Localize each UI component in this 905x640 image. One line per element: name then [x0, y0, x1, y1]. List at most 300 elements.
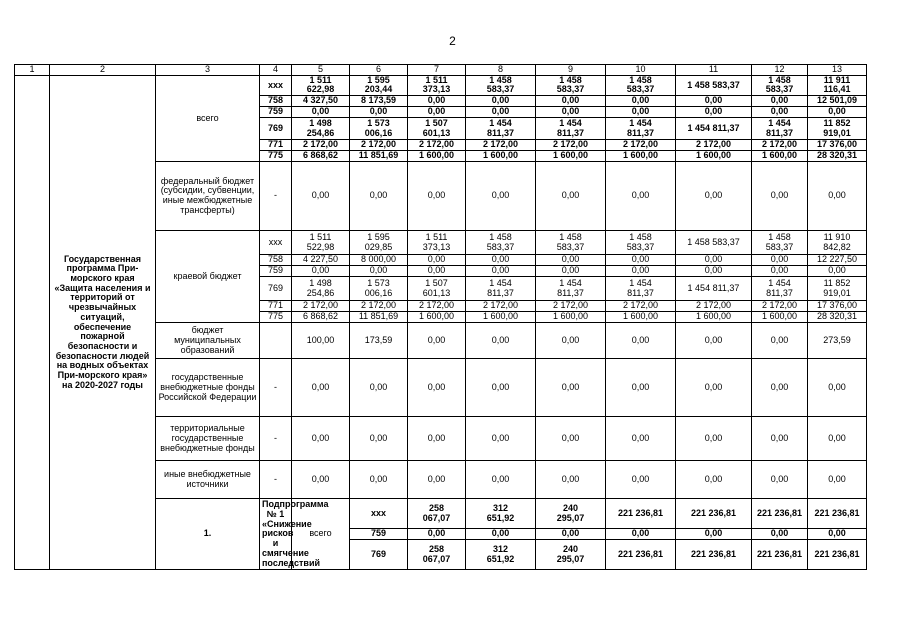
value-text: 273,59	[823, 334, 851, 345]
value-text: 0,00	[770, 190, 789, 201]
value-text: 0,00	[491, 381, 510, 392]
value-text: 4 227,50	[302, 254, 339, 265]
value-text: 2 172,00	[418, 300, 455, 311]
value-cell	[350, 140, 408, 151]
value-text: 0,00	[427, 254, 446, 265]
value-cell	[408, 277, 466, 301]
value-text: 0,00	[704, 528, 723, 539]
value-cell	[606, 151, 676, 162]
value-cell	[466, 162, 536, 231]
value-text: 221 236,81	[617, 507, 664, 518]
value-text: 0,00	[561, 528, 580, 539]
value-cell	[466, 277, 536, 301]
value-cell	[606, 417, 676, 461]
value-cell	[808, 417, 867, 461]
value-text: 2 172,00	[418, 139, 455, 150]
value-text: 8 173,59	[360, 95, 397, 106]
column-header: 5	[292, 65, 350, 76]
value-text: 2 172,00	[552, 139, 589, 150]
value-cell	[752, 301, 808, 312]
value-cell	[292, 162, 350, 231]
value-text: 1 458 583,37	[765, 231, 794, 252]
value-text: 1 454 811,37	[687, 122, 740, 133]
column-header: 9	[536, 65, 606, 76]
value-text: 0,00	[561, 432, 580, 443]
value-cell	[752, 499, 808, 529]
column-header: 12	[752, 65, 808, 76]
source-label-total: всего	[156, 75, 260, 161]
value-cell	[808, 301, 867, 312]
value-text: 1 573 006,16	[364, 277, 393, 298]
value-text: 0,00	[631, 95, 650, 106]
value-text: 6 868,62	[302, 311, 339, 322]
value-cell	[408, 323, 466, 359]
value-cell	[606, 118, 676, 140]
value-text: 0,00	[427, 106, 446, 117]
budget-table	[14, 64, 867, 570]
value-cell	[466, 151, 536, 162]
value-cell	[676, 255, 752, 266]
value-text: 0,00	[427, 190, 446, 201]
page-number: 2	[449, 34, 456, 48]
value-text: 0,00	[704, 95, 723, 106]
code-cell: xxx	[260, 75, 292, 95]
value-text: 1 511 373,13	[422, 74, 451, 95]
value-cell	[292, 312, 350, 323]
value-cell	[536, 461, 606, 499]
value-cell	[408, 162, 466, 231]
value-text: 0,00	[828, 265, 846, 276]
code-cell: 769	[350, 540, 408, 570]
value-text: 1 600,00	[622, 150, 659, 161]
value-cell	[808, 529, 867, 540]
value-text: 1 573 006,16	[364, 117, 393, 138]
value-text: 0,00	[311, 190, 330, 201]
column-header: 4	[260, 65, 292, 76]
value-text: 1 600,00	[552, 150, 589, 161]
value-text: 1 458 583,37	[687, 236, 740, 247]
value-cell	[676, 277, 752, 301]
value-cell	[536, 277, 606, 301]
value-text: 11 852 919,01	[823, 117, 851, 138]
value-text: 240 295,07	[556, 544, 585, 564]
value-text: 221 236,81	[814, 549, 860, 560]
value-cell	[350, 231, 408, 255]
value-text: 173,59	[364, 334, 393, 345]
value-cell	[536, 75, 606, 95]
value-text: 0,00	[828, 106, 846, 117]
value-cell	[536, 323, 606, 359]
value-text: 28 320,31	[816, 311, 858, 322]
value-text: 1 454 811,37	[765, 117, 794, 138]
value-cell	[808, 359, 867, 417]
value-cell	[292, 96, 350, 107]
value-text: 0,00	[369, 432, 388, 443]
value-cell	[536, 231, 606, 255]
value-text: 1 454 811,37	[556, 117, 585, 138]
value-cell	[808, 312, 867, 323]
value-text: 0,00	[631, 254, 650, 265]
value-text: 0,00	[631, 381, 650, 392]
subprogram-name: Подпрограмма № 1 «Снижение рисков и смягчение последствий	[260, 499, 292, 570]
value-text: 1 454 811,37	[766, 277, 793, 298]
value-cell	[466, 540, 536, 570]
source-label-municipal: бюджет муниципальных образований	[156, 323, 260, 359]
value-text: 6 868,62	[302, 150, 339, 161]
value-cell	[752, 359, 808, 417]
value-text: 1 600,00	[482, 311, 519, 322]
column-header: 3	[156, 65, 260, 76]
value-cell	[408, 96, 466, 107]
value-text: 2 172,00	[482, 300, 519, 311]
value-text: 1 458 583,37	[556, 74, 585, 95]
source-label-regional: краевой бюджет	[156, 231, 260, 323]
value-text: 0,00	[427, 381, 446, 392]
value-cell	[408, 107, 466, 118]
value-cell	[466, 140, 536, 151]
value-cell	[292, 417, 350, 461]
value-text: 0,00	[491, 265, 510, 276]
value-text: 0,00	[561, 334, 580, 345]
value-text: 2 172,00	[360, 300, 397, 311]
value-cell	[752, 140, 808, 151]
value-text: 1 600,00	[695, 150, 732, 161]
value-text: 221 236,81	[756, 549, 803, 560]
value-text: 0,00	[631, 265, 650, 276]
value-cell	[292, 277, 350, 301]
value-cell	[350, 277, 408, 301]
column-header: 1	[15, 65, 50, 76]
value-text: 0,00	[770, 473, 789, 484]
value-text: 1 454 811,37	[487, 277, 514, 298]
value-cell	[752, 312, 808, 323]
value-text: 0,00	[491, 95, 510, 106]
value-text: 11 911 116,41	[823, 74, 851, 95]
value-cell	[408, 359, 466, 417]
value-cell	[752, 96, 808, 107]
value-cell	[292, 301, 350, 312]
value-text: 0,00	[631, 432, 650, 443]
value-text: 240 295,07	[556, 503, 585, 523]
value-cell	[808, 255, 867, 266]
value-text: 1 454 811,37	[486, 117, 515, 138]
value-cell	[808, 499, 867, 529]
value-cell	[536, 266, 606, 277]
value-text: 0,00	[704, 381, 723, 392]
value-cell	[408, 255, 466, 266]
value-cell	[350, 301, 408, 312]
value-text: 1 600,00	[482, 150, 519, 161]
value-text: 0,00	[561, 190, 580, 201]
value-text: 1 511 373,13	[422, 231, 451, 252]
value-text: 0,00	[491, 190, 510, 201]
value-cell	[466, 255, 536, 266]
value-text: 0,00	[427, 473, 446, 484]
value-cell	[606, 75, 676, 95]
value-text: 0,00	[369, 265, 388, 276]
value-cell	[536, 312, 606, 323]
value-cell	[292, 151, 350, 162]
value-text: 0,00	[561, 254, 580, 265]
value-cell	[676, 162, 752, 231]
value-cell	[606, 277, 676, 301]
value-cell	[606, 529, 676, 540]
value-text: 11 852 919,01	[823, 277, 851, 298]
value-cell	[292, 323, 350, 359]
value-cell	[808, 162, 867, 231]
value-text: 0,00	[369, 473, 388, 484]
source-label-territorial-funds: территориальные государственные внебюджетные фонды	[156, 417, 260, 461]
value-cell	[466, 499, 536, 529]
value-text: 221 236,81	[814, 507, 860, 518]
value-cell	[676, 140, 752, 151]
value-cell	[676, 151, 752, 162]
value-text: 1 498 254,86	[306, 277, 335, 298]
code-cell: 758	[260, 255, 292, 266]
value-cell	[408, 118, 466, 140]
value-cell	[408, 266, 466, 277]
value-text: 0,00	[491, 473, 510, 484]
value-cell	[292, 231, 350, 255]
value-text: 0,00	[770, 334, 789, 345]
value-cell	[408, 417, 466, 461]
code-cell: xxx	[260, 231, 292, 255]
value-text: 0,00	[631, 473, 650, 484]
row-number-cell	[15, 75, 50, 570]
value-text: 0,00	[491, 334, 510, 345]
value-text: 1 454 811,37	[687, 282, 740, 293]
value-text: 100,00	[306, 334, 335, 345]
value-text: 1 600,00	[552, 311, 589, 322]
value-text: 0,00	[491, 432, 510, 443]
value-text: 1 498 254,86	[306, 117, 335, 138]
value-text: 1 458 583,37	[486, 74, 515, 95]
value-cell	[408, 461, 466, 499]
value-cell	[350, 461, 408, 499]
value-text: 1 600,00	[418, 150, 455, 161]
value-text: 2 172,00	[622, 300, 659, 311]
column-header: 7	[408, 65, 466, 76]
column-header: 11	[676, 65, 752, 76]
value-cell	[350, 312, 408, 323]
code-cell: 769	[260, 277, 292, 301]
value-text: 0,00	[427, 95, 446, 106]
value-text: 11 910 842,82	[823, 231, 851, 252]
value-text: 2 172,00	[695, 139, 732, 150]
value-cell	[536, 162, 606, 231]
value-cell	[466, 301, 536, 312]
value-cell	[752, 417, 808, 461]
value-text: 0,00	[770, 95, 789, 106]
value-text: 0,00	[828, 190, 846, 201]
value-cell	[536, 529, 606, 540]
value-cell	[292, 118, 350, 140]
code-cell: xxx	[350, 499, 408, 529]
value-cell	[536, 140, 606, 151]
value-cell	[292, 255, 350, 266]
value-text: 0,00	[561, 473, 580, 484]
value-text: 1 600,00	[761, 311, 798, 322]
value-text: 221 236,81	[617, 549, 664, 560]
value-cell	[808, 107, 867, 118]
value-text: 0,00	[369, 106, 388, 117]
value-cell	[536, 96, 606, 107]
value-cell	[408, 312, 466, 323]
value-text: 258 067,07	[422, 503, 451, 523]
code-cell	[260, 323, 292, 359]
value-cell	[606, 162, 676, 231]
value-cell	[536, 107, 606, 118]
value-cell	[752, 162, 808, 231]
value-text: 221 236,81	[756, 507, 803, 518]
value-text: 221 236,81	[690, 549, 737, 560]
value-cell	[350, 417, 408, 461]
value-text: 2 172,00	[761, 139, 798, 150]
value-cell	[752, 266, 808, 277]
value-cell	[676, 359, 752, 417]
value-text: 12 501,09	[816, 95, 858, 106]
column-header: 6	[350, 65, 408, 76]
value-cell	[408, 529, 466, 540]
value-text: 0,00	[491, 528, 510, 539]
value-text: 0,00	[491, 254, 510, 265]
value-text: 1 458 583,37	[556, 231, 585, 252]
code-cell: 758	[260, 96, 292, 107]
value-text: 0,00	[770, 381, 789, 392]
value-cell	[408, 231, 466, 255]
value-text: 2 172,00	[622, 139, 659, 150]
column-header: 8	[466, 65, 536, 76]
value-cell	[808, 266, 867, 277]
value-text: 0,00	[311, 265, 330, 276]
value-cell	[606, 301, 676, 312]
value-cell	[350, 107, 408, 118]
program-name: Государственная программа При-морского края «Защита населения и территорий от чрезвычайных ситуаций, обеспечение пожарной безопасности и безопасности людей на водных объектах При-морского края» на 2020-2027 годы	[50, 75, 156, 570]
source-label-other-sources: иные внебюджетные источники	[156, 461, 260, 499]
value-text: 258 067,07	[422, 544, 451, 564]
value-cell	[676, 266, 752, 277]
value-cell	[752, 540, 808, 570]
value-cell	[676, 461, 752, 499]
value-cell	[466, 312, 536, 323]
value-cell	[676, 540, 752, 570]
value-cell	[350, 75, 408, 95]
value-cell	[466, 417, 536, 461]
value-cell	[536, 499, 606, 529]
code-cell: -	[260, 417, 292, 461]
value-cell	[808, 118, 867, 140]
value-text: 312 651,92	[486, 503, 515, 523]
value-text: 0,00	[369, 190, 388, 201]
value-text: 1 507 601,13	[422, 277, 451, 298]
value-text: 17 376,00	[816, 300, 858, 311]
value-cell	[676, 75, 752, 95]
value-cell	[408, 75, 466, 95]
value-text: 1 511 522,98	[306, 231, 335, 252]
value-text: 0,00	[770, 265, 789, 276]
code-cell: 759	[260, 266, 292, 277]
value-text: 0,00	[427, 528, 446, 539]
value-text: 8 000,00	[360, 254, 397, 265]
value-text: 1 600,00	[695, 311, 732, 322]
value-cell	[752, 255, 808, 266]
code-cell: -	[260, 162, 292, 231]
value-cell	[676, 107, 752, 118]
value-cell	[536, 255, 606, 266]
value-text: 0,00	[311, 381, 330, 392]
value-cell	[350, 266, 408, 277]
column-header: 13	[808, 65, 867, 76]
value-cell	[752, 75, 808, 95]
value-cell	[466, 529, 536, 540]
value-text: 0,00	[561, 106, 580, 117]
value-cell	[606, 323, 676, 359]
source-label-state-funds: государственные внебюджетные фонды Российской Федерации	[156, 359, 260, 417]
value-cell	[752, 277, 808, 301]
value-cell	[606, 312, 676, 323]
value-text: 0,00	[704, 334, 723, 345]
value-cell	[350, 118, 408, 140]
code-cell: 775	[260, 312, 292, 323]
value-text: 1 600,00	[761, 150, 798, 161]
value-text: 0,00	[704, 254, 723, 265]
value-cell	[350, 255, 408, 266]
subprogram-number: 1.	[156, 499, 260, 570]
column-header: 2	[50, 65, 156, 76]
value-text: 0,00	[770, 106, 789, 117]
value-text: 11 851,69	[358, 311, 399, 322]
value-cell	[752, 461, 808, 499]
value-cell	[752, 529, 808, 540]
code-cell: 771	[260, 301, 292, 312]
value-text: 0,00	[491, 106, 510, 117]
value-cell	[466, 266, 536, 277]
value-text: 0,00	[704, 432, 723, 443]
value-text: 0,00	[311, 473, 330, 484]
value-text: 0,00	[631, 334, 650, 345]
value-cell	[292, 461, 350, 499]
value-cell	[808, 96, 867, 107]
value-cell	[292, 266, 350, 277]
value-cell	[292, 359, 350, 417]
value-cell	[808, 461, 867, 499]
value-text: 12 227,50	[816, 254, 858, 265]
value-text: 0,00	[369, 381, 388, 392]
value-cell	[408, 499, 466, 529]
value-cell	[536, 359, 606, 417]
value-cell	[408, 540, 466, 570]
value-text: 1 595 029,85	[364, 231, 393, 252]
value-cell	[350, 151, 408, 162]
code-cell: -	[260, 359, 292, 417]
value-cell	[466, 359, 536, 417]
value-text: 1 600,00	[622, 311, 659, 322]
value-text: 0,00	[631, 106, 650, 117]
value-text: 11 851,69	[358, 150, 399, 161]
value-text: 2 172,00	[761, 300, 798, 311]
value-cell	[408, 140, 466, 151]
value-cell	[606, 540, 676, 570]
value-text: 1 454 811,37	[626, 117, 655, 138]
value-cell	[466, 96, 536, 107]
value-cell	[606, 140, 676, 151]
value-text: 0,00	[704, 473, 723, 484]
value-text: 2 172,00	[695, 300, 732, 311]
value-cell	[808, 277, 867, 301]
value-cell	[676, 301, 752, 312]
value-text: 0,00	[631, 190, 650, 201]
value-text: 0,00	[828, 381, 846, 392]
